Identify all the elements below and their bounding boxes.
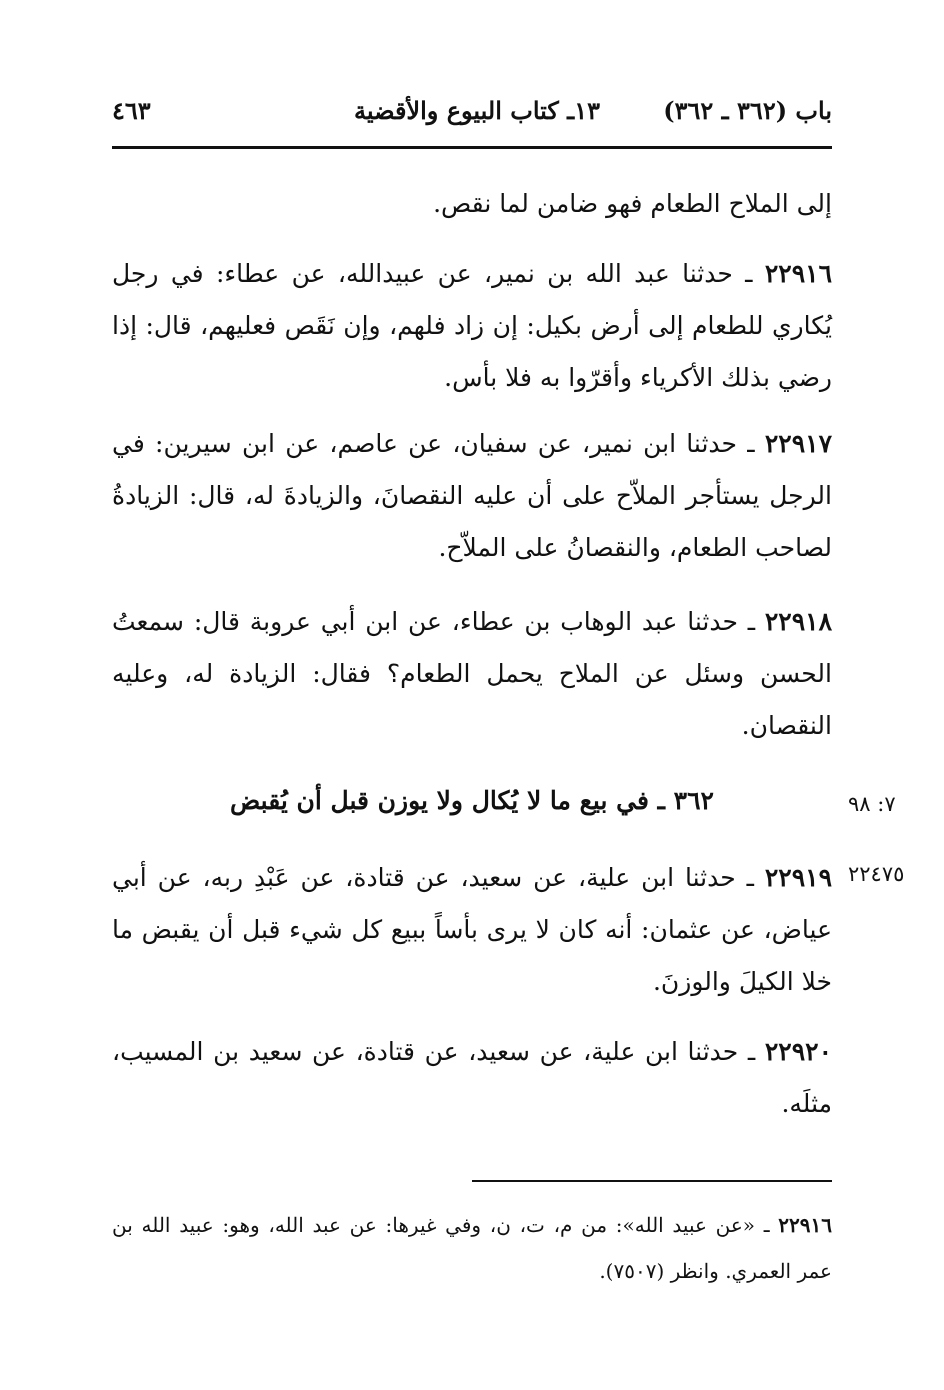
paragraph-continuation	[112, 178, 832, 230]
hadith-text: ـ حدثنا ابن نمير، عن سفيان، عن عاصم، عن ابن سيرين: في الرجل يستأجر الملاّح على أن عليه النقصانَ، والزيادةَ له، قال: الزيادةُ لصاحب الطعام، والنقصانُ على الملاّح.	[112, 429, 832, 562]
hadith-22917	[112, 418, 832, 574]
hadith-text: ـ حدثنا ابن علية، عن سعيد، عن قتادة، عن عَبْدِ ربه، عن أبي عياض، عن عثمان: أنه كان لا يرى بأساً ببيع كل شيء قبل أن يقبض ما خلا الكيلَ والوزنَ.	[112, 863, 832, 996]
hadith-number: ٢٢٩١٧	[764, 429, 832, 458]
header-chapter: باب (٣٦٢ ـ ٣٦٢)	[663, 96, 832, 125]
running-header	[112, 96, 832, 140]
hadith-text: ـ حدثنا ابن علية، عن سعيد، عن قتادة، عن سعيد بن المسيب، مثلَه.	[112, 1037, 832, 1118]
footnote	[112, 1202, 832, 1294]
hadith-22918	[112, 596, 832, 752]
margin-reference-section: ٧: ٩٨	[848, 792, 896, 816]
margin-reference-hadith: ٢٢٤٧٥	[848, 862, 905, 886]
hadith-22916	[112, 248, 832, 404]
hadith-text: ـ حدثنا عبد الله بن نمير، عن عبيدالله، عن عطاء: في رجل يُكاري للطعام إلى أرض بكيل: إن زاد فلهم، وإن نَقَص فعليهم، قال: إذا رضي بذلك الأكرياء وأقرّوا به فلا بأس.	[112, 259, 832, 392]
hadith-22920	[112, 1026, 832, 1130]
hadith-text: ـ حدثنا عبد الوهاب بن عطاء، عن ابن أبي عروبة قال: سمعتُ الحسن وسئل عن الملاح يحمل الطعام؟ فقال: الزيادة له، وعليه النقصان.	[112, 607, 832, 740]
hadith-22919	[112, 852, 832, 1008]
hadith-number: ٢٢٩١٩	[764, 863, 832, 892]
footnote-text: ـ «عن عبيد الله»: من م، ت، ن، وفي غيرها: عن عبد الله، وهو: عبيد الله بن عمر العمري. وانظر (٧٥٠٧).	[112, 1213, 832, 1283]
header-book-title: ١٣ـ كتاب البيوع والأقضية	[354, 96, 600, 125]
section-heading: ٣٦٢ ـ في بيع ما لا يُكال ولا يوزن قبل أن يُقبض	[230, 786, 714, 815]
hadith-number: ٢٢٩١٨	[764, 607, 832, 636]
footnote-rule	[472, 1180, 832, 1182]
hadith-number: ٢٢٩٢٠	[764, 1037, 832, 1066]
page-number: ٤٦٣	[112, 96, 151, 125]
hadith-number: ٢٢٩١٦	[764, 259, 832, 288]
footnote-number: ٢٢٩١٦	[778, 1213, 832, 1237]
header-rule	[112, 146, 832, 149]
paragraph-text: إلى الملاح الطعام فهو ضامن لما نقص.	[433, 189, 832, 218]
